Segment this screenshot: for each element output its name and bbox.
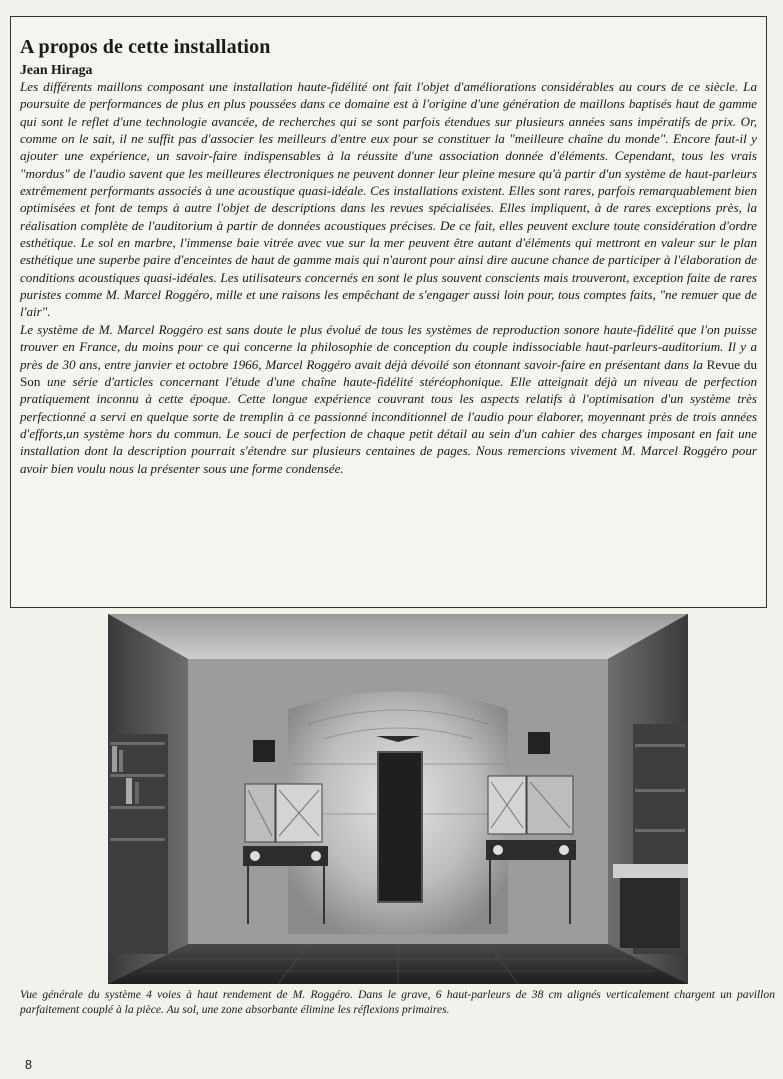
publication-name: Revue du Son — [20, 356, 757, 389]
book — [135, 782, 139, 804]
right-cabinet-top — [613, 864, 688, 878]
paragraph-2-text-after: une série d'articles concernant l'étude d'une chaîne haute-fidélité stéréophonique. Elle atteignait déjà un niveau de perfection pratiquement inconnu à cette époque. Cette longue expérience couvrant tous les aspects relatifs à l'optimisation d'un système très perfectionné a servi en quelque sorte de tremplin à ce passionné inconditionnel de l'audio pour élaborer, moyennant près de trois années d'efforts,un système hors du commun. Le souci de perfection de chaque petit détail au sein d'un cahier des charges imposant en fait une installation dont la description pourrait s'étendre sur plusieurs centaines de pages. Nous remercions vivement M. Marcel Roggéro pour avoir bien voulu nous la présenter sous une forme condensée. — [20, 373, 757, 476]
right-meter — [559, 845, 569, 855]
article-body — [20, 78, 757, 477]
article-paragraph-2 — [20, 321, 757, 477]
right-meter — [493, 845, 503, 855]
article-author: Jean Hiraga — [20, 62, 93, 77]
ceiling — [108, 614, 688, 659]
article-title: A propos de cette installation — [20, 36, 271, 58]
left-small-driver — [253, 740, 275, 762]
listening-room-illustration — [108, 614, 688, 984]
paragraph-2-text-before: Le système de M. Marcel Roggéro est sans doute le plus évolué de tous les systèmes de reproduction sonore haute-fidélité que l'on puisse trouver en France, du moins pour ce qui concerne la philosophie de conception du couple indissociable haut-parleurs-auditorium. Il y a près de 30 ans, entre janvier et octobre 1966, Marcel Roggéro avait déjà dévoilé son étonnant savoir-faire en présentant dans la — [20, 321, 757, 372]
book — [126, 778, 132, 804]
photo-caption: Vue générale du système 4 voies à haut rendement de M. Roggéro. Dans le grave, 6 haut-parleurs de 38 cm alignés verticalement chargent un pavillon parfaitement couplé à la pièce. Au sol, une zone absorbante élimine les réflexions primaires. — [20, 988, 775, 1016]
right-small-driver — [528, 732, 550, 754]
central-doorway — [378, 752, 422, 902]
listening-room-photo — [108, 614, 688, 984]
left-meter — [311, 851, 321, 861]
page-number: 8 — [25, 1058, 32, 1072]
article-paragraph-1: Les différents maillons composant une installation haute-fidélité ont fait l'objet d'améliorations considérables au cours de ce siècle. La poursuite de performances de plus en plus poussées dans ce domaine est à l'origine d'une génération de maillons baptisés haut de gamme qui sont le reflet d'une technologie avancée, de recherches qui se sont parfois étendues sur plusieurs années sans impératifs de prix. Or, comme on le sait, il ne suffit pas d'associer les meilleurs d'entre eux pour se constituer la "meilleure chaîne du monde". Encore faut-il y ajouter une expérience, un savoir-faire indispensables à la réussite d'une association donnée d'éléments. Cependant, tous les vrais "mordus" de l'audio savent que les meilleures électroniques ne peuvent donner leur pleine mesure qu'à partir d'un système de haut-parleurs extrêmement performants associés à une acoustique quasi-idéale. Ces installations existent. Elles sont rares, parfois remarquablement bien optimisées et font de temps à autre l'objet de descriptions dans les revues spécialisées. Elles impliquent, à de rares exceptions près, la réalisation complète de l'auditorium à partir de données acoustiques précises. De ce fait, elles peuvent exclure toute considération d'ordre esthétique. Le sol en marbre, l'immense baie vitrée avec vue sur la mer peuvent être autant d'éléments qui mettront en valeur sur le plan esthétique une superbe paire d'enceintes de haut de gamme mais qui n'auront pour ainsi dire aucune chance de participer à l'élaboration de conditions acoustiques quasi-idéales. Les utilisateurs concernés en sont le plus souvent conscients mais trouveront, exception faite de rares puristes comme M. Marcel Roggéro, mille et une raisons les empêchant de s'engager aussi loin pour, tous comptes faits, "ne remuer que de l'air". — [20, 79, 757, 320]
right-cabinet — [620, 878, 680, 948]
left-meter — [250, 851, 260, 861]
book — [119, 750, 123, 772]
book — [112, 746, 117, 772]
